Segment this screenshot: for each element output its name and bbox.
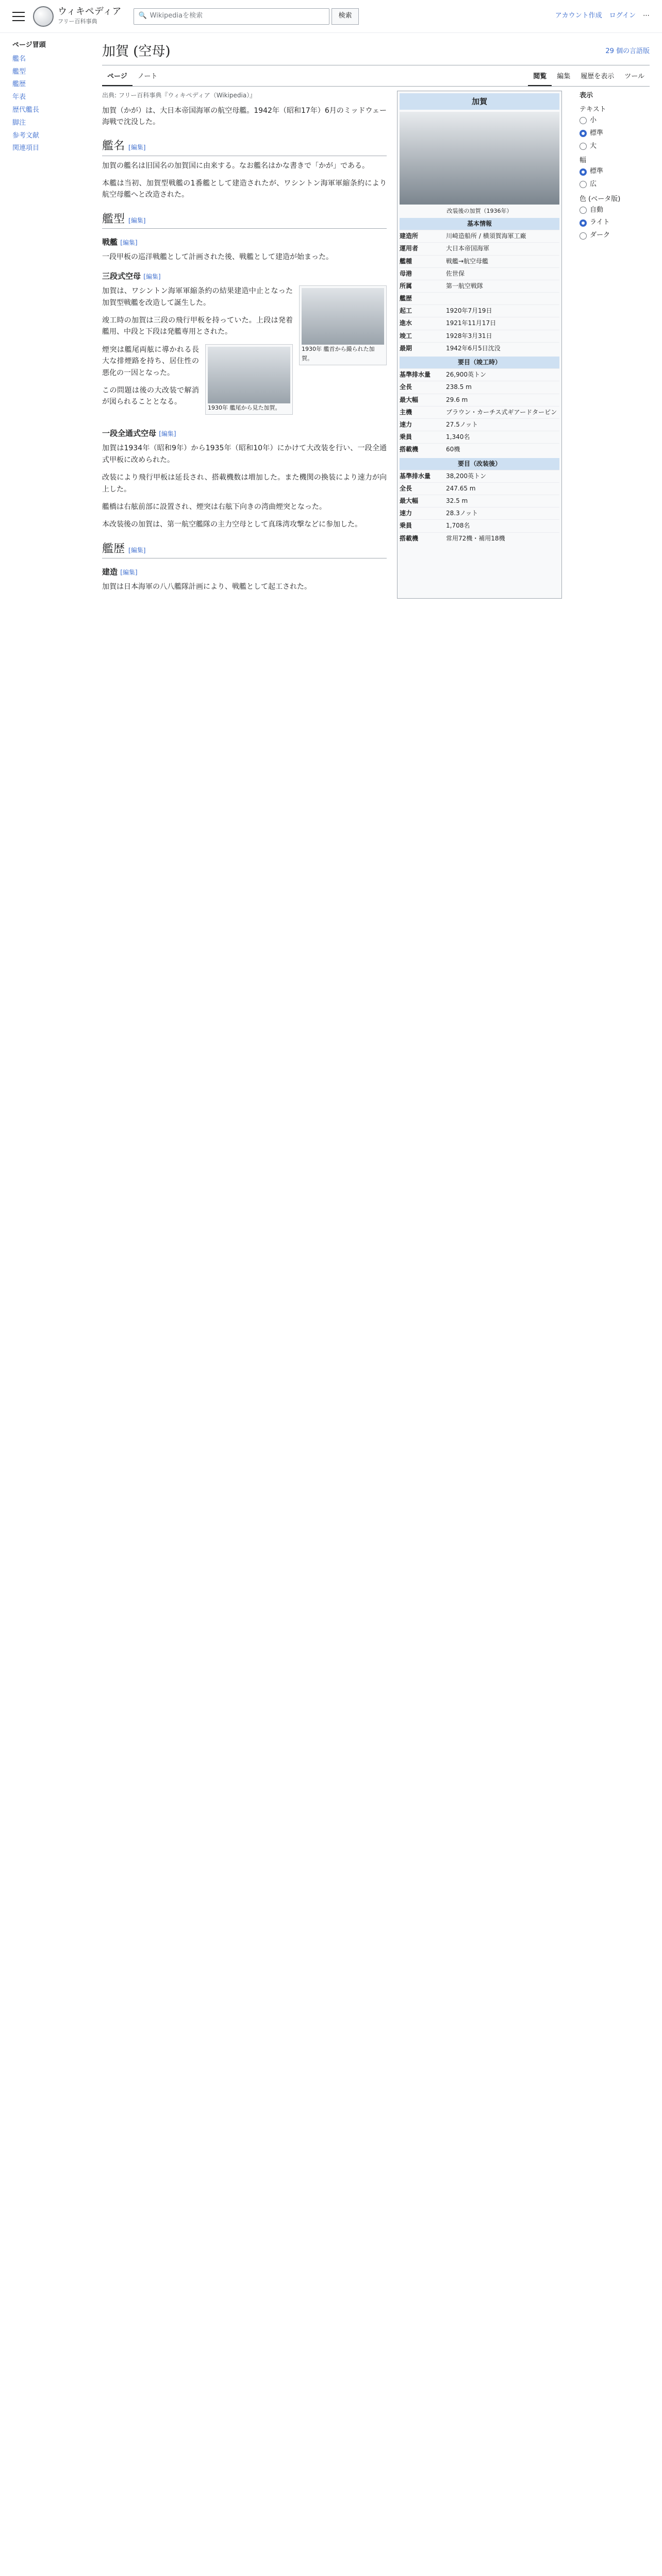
infobox-label: 運用者 (400, 245, 419, 252)
infobox-label: 母港 (400, 269, 412, 277)
toc-item[interactable]: 参考文献 (12, 131, 40, 140)
globe-icon (33, 6, 54, 27)
paragraph: 竣工時の加賀は三段の飛行甲板を持っていた。上段は発着艦用、中段と下段は発艦専用とされた。 (102, 316, 293, 336)
infobox-label: 最大幅 (400, 396, 419, 403)
infobox-value: 戦艦→航空母艦 (446, 257, 489, 265)
intro-paragraph: 加賀（かが）は、大日本帝国海軍の航空母艦。1942年（昭和17年）6月のミッドウェー海戦で沈没した。 (102, 106, 387, 126)
color-dark[interactable]: ダーク (580, 230, 650, 241)
wikipedia-logo[interactable] (33, 6, 121, 27)
section-heading: 艦歴 [編集] (102, 540, 387, 558)
infobox-row (400, 470, 559, 482)
infobox-value: 29.6 m (446, 396, 468, 403)
tab-tools[interactable]: ツール (624, 72, 644, 80)
width-wide[interactable]: 広 (580, 179, 650, 190)
thumb-caption: 1930年 艦尾から見た加賀。 (208, 404, 281, 411)
infobox-value: 1921年11月17日 (446, 319, 496, 327)
infobox-value: ブラウン・カーチス式ギアードタービン (446, 408, 557, 416)
toc-item[interactable]: 年表 (12, 93, 26, 101)
color-auto[interactable]: 自動 (580, 205, 650, 216)
create-account-link[interactable]: アカウント作成 (555, 12, 602, 20)
toc-item[interactable]: 関連項目 (12, 144, 40, 152)
infobox-value: 1920年7月19日 (446, 307, 492, 315)
logo-subtitle: フリー百科事典 (58, 18, 97, 25)
infobox-row (400, 482, 559, 495)
infobox-value: 32.5 m (446, 497, 468, 505)
toc-item[interactable]: 艦型 (12, 67, 26, 76)
edit-link[interactable]: [編集] (120, 568, 138, 576)
infobox-value: 1,340名 (446, 433, 470, 441)
infobox-row (400, 304, 559, 317)
paragraph: 加賀の艦名は旧国名の加賀国に由来する。なお艦名はかな書きで「かが」である。 (102, 161, 369, 170)
infobox-row (400, 267, 559, 280)
login-link[interactable]: ログイン (609, 12, 636, 20)
infobox-value: 常用72機・補用18機 (446, 534, 505, 542)
infobox-row (400, 280, 559, 292)
appearance-title: 表示 (580, 92, 593, 100)
search-form (134, 8, 358, 25)
infobox-label: 速力 (400, 420, 412, 428)
width-standard[interactable]: 標準 (580, 166, 650, 177)
text-size-large[interactable]: 大 (580, 141, 650, 152)
subsection-heading: 建造 [編集] (102, 567, 138, 577)
color-label: 色 (ベータ版) (580, 195, 621, 203)
infobox-value: 1,708名 (446, 522, 470, 530)
subsection-heading: 戦艦 [編集] (102, 237, 138, 247)
infobox-label: 最大幅 (400, 497, 419, 505)
infobox-label: 乗員 (400, 522, 412, 530)
infobox-title: 加賀 (400, 93, 559, 110)
infobox-label: 速力 (400, 510, 412, 517)
infobox-row (400, 507, 559, 519)
infobox-label: 基準排水量 (400, 371, 431, 379)
infobox-row (400, 317, 559, 329)
infobox-label: 全長 (400, 383, 412, 391)
color-light[interactable]: ライト (580, 217, 650, 228)
infobox-section: 基本情報 (400, 218, 559, 230)
edit-link[interactable]: [編集] (128, 144, 146, 151)
site-header (0, 0, 662, 33)
infobox-value (446, 294, 559, 303)
toc-item[interactable]: 脚注 (12, 118, 26, 127)
paragraph: 艦橋は右舷前部に設置され、煙突は右舷下向きの湾曲煙突となった。 (102, 503, 326, 512)
infobox-label: 建造所 (400, 232, 419, 240)
infobox-label: 基準排水量 (400, 472, 431, 480)
toc-item[interactable]: 艦名 (12, 55, 26, 63)
text-size-standard[interactable]: 標準 (580, 128, 650, 139)
infobox-row (400, 418, 559, 431)
toc-title[interactable]: ページ冒頭 (12, 41, 46, 49)
site-sub: 出典: フリー百科事典『ウィキペディア（Wikipedia）』 (102, 92, 256, 99)
main-menu-icon[interactable] (12, 12, 25, 21)
infobox-value: 第一航空戦隊 (446, 282, 484, 290)
paragraph: 加賀は、ワシントン海軍軍縮条約の結果建造中止となった加賀型戦艦を改造して誕生した。 (102, 287, 293, 307)
paragraph: 一段甲板の巡洋戦艦として計画された後、戦艦として建造が始まった。 (102, 252, 333, 261)
infobox-value: 26,900英トン (446, 371, 486, 379)
infobox-row (400, 330, 559, 342)
infobox-row (400, 519, 559, 532)
search-icon: 🔍 (138, 12, 147, 20)
infobox-value: 238.5 m (446, 383, 472, 391)
paragraph: 加賀は1934年（昭和9年）から1935年（昭和10年）にかけて大改装を行い、一段全通式甲板に改められた。 (102, 444, 387, 464)
infobox-value: 247.65 m (446, 484, 476, 492)
search-placeholder: Wikipediaを検索 (150, 12, 203, 20)
main-content (90, 33, 650, 599)
infobox-label: 主機 (400, 408, 412, 416)
more-icon[interactable]: ⋯ (643, 12, 650, 20)
search-button[interactable]: 検索 (332, 8, 358, 25)
infobox-row (400, 381, 559, 393)
infobox-value: 佐世保 (446, 269, 465, 277)
infobox (397, 91, 562, 599)
infobox-label: 所属 (400, 282, 412, 290)
edit-link[interactable]: [編集] (159, 430, 176, 438)
infobox-label: 全長 (400, 484, 412, 492)
infobox-row (400, 495, 559, 507)
infobox-value: 27.5ノット (446, 420, 478, 428)
toc-item[interactable]: 歴代艦長 (12, 106, 40, 114)
edit-link[interactable]: [編集] (120, 239, 138, 246)
edit-link[interactable]: [編集] (143, 273, 161, 281)
infobox-label: 乗員 (400, 433, 412, 441)
infobox-image[interactable] (400, 112, 559, 205)
infobox-section: 要目（改装後） (400, 458, 559, 470)
language-button[interactable]: 29 個の言語版 (605, 47, 650, 56)
infobox-label: 進水 (400, 319, 412, 327)
infobox-value: 28.3ノット (446, 510, 478, 517)
logo-text: ウィキペディア (58, 6, 122, 17)
infobox-value: 38,200英トン (446, 472, 486, 480)
thumbnail[interactable] (205, 344, 293, 415)
infobox-row (400, 368, 559, 381)
section-heading: 艦型 [編集] (102, 210, 387, 229)
page-tabs (102, 69, 650, 87)
user-links (555, 11, 650, 22)
infobox-value: 60機 (446, 446, 460, 453)
page-title: 加賀 (空母) (102, 44, 171, 59)
infobox-row (400, 532, 559, 545)
infobox-row (400, 242, 559, 255)
toc-item[interactable]: 艦歴 (12, 80, 26, 89)
paragraph: 煙突は艦尾両舷に導かれる長大な排煙路を持ち、居住性の悪化の一因となった。 (102, 345, 199, 377)
ship-photo (302, 288, 384, 345)
paragraph: 本艦は当初、加賀型戦艦の1番艦として建造されたが、ワシントン海軍軍縮条約により航空母艦へと改造された。 (102, 179, 387, 199)
search-input[interactable] (134, 8, 329, 25)
edit-link[interactable]: [編集] (128, 546, 146, 554)
subsection-heading: 一段全通式空母 [編集] (102, 429, 176, 438)
infobox-caption: 改装後の加賀（1936年） (446, 208, 512, 215)
infobox-label: 艦歴 (400, 295, 412, 302)
tab-edit[interactable]: 編集 (557, 72, 571, 80)
tab-page[interactable]: ページ (102, 69, 133, 87)
infobox-row (400, 230, 559, 242)
text-size-label: テキスト (580, 106, 606, 114)
infobox-label: 搭載機 (400, 446, 419, 453)
infobox-label: 起工 (400, 307, 412, 315)
thumb-caption: 1930年 艦首から撮られた加賀。 (302, 346, 375, 362)
section-heading: 艦名 [編集] (102, 137, 387, 156)
tab-read[interactable]: 閲覧 (528, 69, 552, 87)
tab-talk[interactable]: ノート (137, 72, 158, 80)
infobox-label: 搭載機 (400, 534, 419, 542)
text-size-small[interactable]: 小 (580, 115, 650, 126)
article-body (102, 91, 387, 599)
thumbnail[interactable] (299, 285, 387, 365)
toc-sidebar (12, 33, 90, 599)
infobox-value: 1928年3月31日 (446, 332, 492, 340)
infobox-value: 1942年6月5日沈没 (446, 344, 501, 352)
tab-history[interactable]: 履歴を表示 (581, 72, 615, 80)
infobox-row (400, 443, 559, 455)
infobox-row (400, 406, 559, 418)
infobox-value: 大日本帝国海軍 (446, 245, 490, 252)
appearance-panel (572, 91, 650, 599)
paragraph: 本改装後の加賀は、第一航空艦隊の主力空母として真珠湾攻撃などに参加した。 (102, 520, 362, 529)
infobox-label: 竣工 (400, 332, 412, 340)
infobox-value: 川崎造船所 / 横須賀海軍工廠 (446, 232, 526, 240)
infobox-label: 艦種 (400, 257, 412, 265)
infobox-row (400, 255, 559, 267)
paragraph: この問題は後の大改装で解消が図られることとなる。 (102, 386, 199, 406)
subsection-heading: 三段式空母 [編集] (102, 272, 161, 281)
width-label: 幅 (580, 157, 587, 165)
infobox-row (400, 292, 559, 304)
edit-link[interactable]: [編集] (128, 216, 146, 224)
infobox-row (400, 394, 559, 406)
paragraph: 加賀は日本海軍の八八艦隊計画により、戦艦として起工された。 (102, 582, 311, 591)
page-title-bar (102, 41, 650, 65)
infobox-label: 最期 (400, 344, 412, 352)
ship-photo (208, 347, 290, 403)
infobox-section: 要目（竣工時） (400, 357, 559, 368)
paragraph: 改装により飛行甲板は延長され、搭載機数は増加した。また機関の換装により速力が向上した。 (102, 473, 387, 494)
infobox-row (400, 431, 559, 443)
infobox-row (400, 342, 559, 354)
